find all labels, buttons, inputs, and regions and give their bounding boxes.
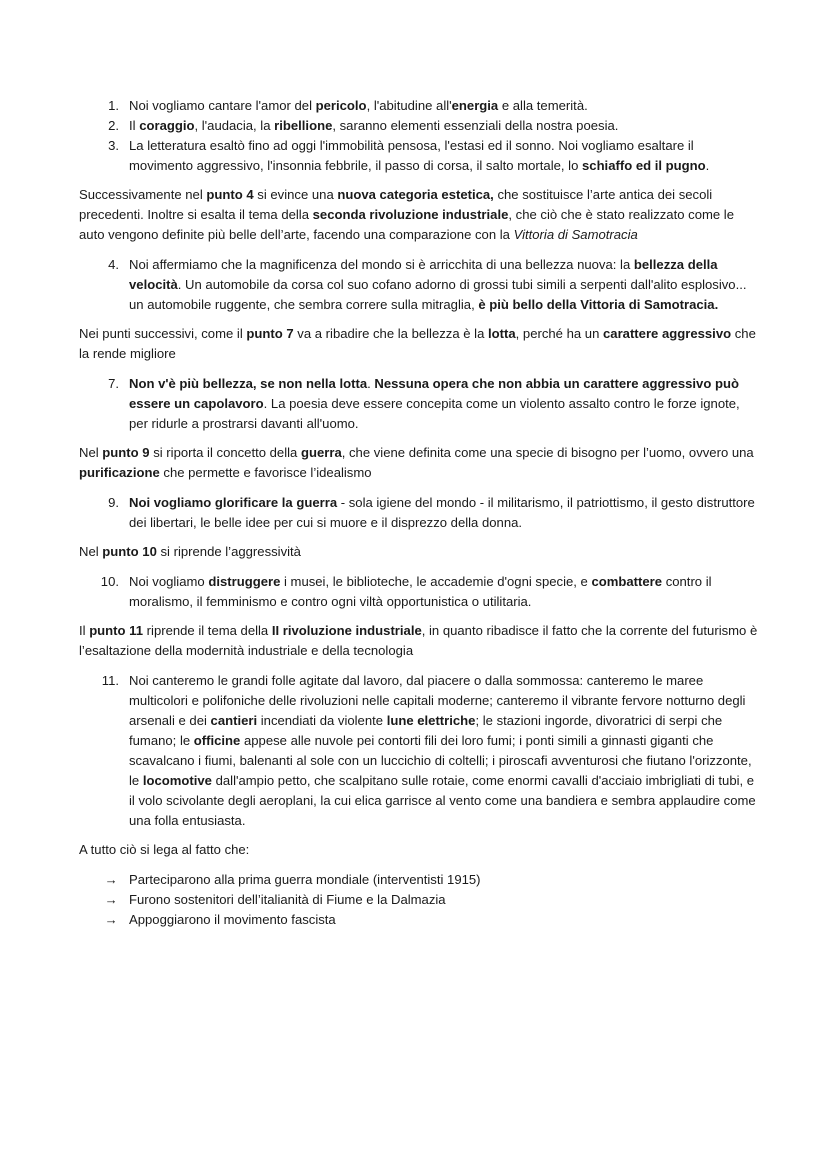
list-item-4 [79,255,758,315]
bold-text: combattere [591,574,663,589]
paragraph-punto-7 [79,324,758,364]
paragraph-punto-9 [79,443,758,483]
text-run: si riporta il concetto della [149,445,301,460]
text-run: incendiati da violente [257,713,387,728]
text-run: si riprende l’aggressività [156,544,301,559]
item-number: 4. [108,257,119,272]
arrow-item-text: Appoggiarono il movimento fascista [129,912,336,927]
text-run: si evince una [253,187,338,202]
paragraph-punto-10 [79,542,758,562]
list-item-11 [79,671,758,831]
bold-text: è più bello della Vittoria di Samotracia. [478,297,719,312]
item-text [129,257,747,312]
bold-text: ribellione [274,118,333,133]
text-run: Successivamente nel [79,187,207,202]
bold-text: seconda rivoluzione industriale [312,207,509,222]
text-run: che la rende migliore [79,326,756,361]
text-run: che permette e favorisce l’idealismo [159,465,372,480]
paragraph-conclusion: A tutto ciò si lega al fatto che: [79,842,250,857]
item-text [129,495,755,530]
text-run: Nel [79,445,103,460]
list-item [79,136,758,176]
item-text [129,376,740,431]
arrow-list-item [79,890,758,910]
list-item-7 [79,374,758,434]
text-run: La letteratura esaltò fino ad oggi l'immobilità pensosa, l'estasi ed il sonno. Noi vogliamo esaltare il movimento aggressivo, l'insonnia febbrile, il passo di corsa, il salto mortale, lo [129,138,694,173]
text-run: , perché ha un [515,326,603,341]
arrow-item-text: Parteciparono alla prima guerra mondiale (interventisti 1915) [129,872,481,887]
arrow-list-item [79,910,758,930]
item-text [129,673,756,828]
manifesto-list-1-3 [79,96,758,176]
text-run: . [367,376,375,391]
arrow-right-icon: → [104,872,118,887]
text-run: che sostituisce l’arte antica dei secoli precedenti. Inoltre si esalta il tema della [79,187,713,222]
bold-text: lotta [488,326,516,341]
arrow-list-item [79,870,758,890]
list-item-9 [79,493,758,533]
italic-text: Vittoria di Samotracia [513,227,638,242]
item-number: 10. [100,574,119,589]
text-run: Il [79,623,90,638]
bold-text: II rivoluzione industriale [271,623,422,638]
paragraph-punto-4 [79,185,758,245]
text-run: Il [129,118,140,133]
arrow-right-icon: → [104,912,118,927]
bold-text: locomotive [142,773,212,788]
paragraph-punto-11 [79,621,758,661]
text-run: Noi vogliamo cantare l'amor del [129,98,316,113]
text-run: i musei, le biblioteche, le accademie d'ogni specie, e [280,574,592,589]
bold-text: punto 4 [206,187,254,202]
text-run: , l'abitudine all' [366,98,452,113]
item-text [129,138,709,173]
list-item [79,116,758,136]
text-run: appese alle nuvole pei contorti fili dei loro fumi; i ponti simili a ginnasti giganti che scavalcano i fiumi, balenanti al sole con un luccichio di coltelli; i piroscafi avventurosi che fiutano l'orizzonte, le [129,733,752,788]
text-run: Nei punti successivi, come il [79,326,247,341]
text-run: Nel [79,544,103,559]
text-run: Noi affermiamo che la magnificenza del mondo si è arricchita di una bellezza nuova: la [129,257,634,272]
bold-text: punto 7 [246,326,294,341]
arrow-item-text: Furono sostenitori dell’italianità di Fiume e la Dalmazia [129,892,446,907]
text-run: ; le stazioni ingorde, divoratrici di serpi che fumano; le [129,713,723,748]
bold-text: lune elettriche [386,713,476,728]
bold-text: carattere aggressivo [603,326,732,341]
text-run: dall'ampio petto, che scalpitano sulle rotaie, come enormi cavalli d'acciaio imbrigliati di tubi, e il volo scivolante degli aeroplani, la cui elica garrisce al vento come una bandiera e sembra applaudire come una folla entusiasta. [129,773,756,828]
bold-text: pericolo [315,98,367,113]
text-run: e alla temerità. [498,98,588,113]
item-number: 3. [108,138,119,153]
bold-text: purificazione [79,465,160,480]
bold-text: distruggere [208,574,281,589]
item-number: 7. [108,376,119,391]
text-run: , saranno elementi essenziali della nostra poesia. [332,118,619,133]
bold-text: schiaffo ed il pugno [582,158,706,173]
text-run: , che ciò che è stato realizzato come le auto vengono definite più belle dell’arte, facendo una comparazione con la [79,207,734,242]
text-run: , l'audacia, la [194,118,275,133]
list-item-10 [79,572,758,612]
bold-text: coraggio [139,118,195,133]
item-text [129,574,712,609]
bold-text: guerra [300,445,342,460]
text-run: contro il moralismo, il femminismo e contro ogni viltà opportunistica o utilitaria. [129,574,712,609]
item-number: 1. [108,98,119,113]
text-run: va a ribadire che la bellezza è la [293,326,488,341]
arrow-right-icon: → [104,892,118,907]
bold-text: punto 11 [89,623,144,638]
text-run: riprende il tema della [143,623,272,638]
bold-text: Non v'è più bellezza, se non nella lotta [129,376,368,391]
item-number: 9. [108,495,119,510]
text-run: Noi canteremo le grandi folle agitate dal lavoro, dal piacere o dalla sommossa: canteremo le maree multicolori e polifoniche delle rivoluzioni nelle capitali moderne; canteremo il vibrante fervore notturno degli arsenali e dei [129,673,746,728]
text-run: . La poesia deve essere concepita come un violento assalto contro le forze ignote, per ridurle a prostrarsi davanti all'uomo. [129,396,740,431]
bold-text: punto 10 [102,544,157,559]
arrow-list [79,870,758,930]
item-text [129,98,588,113]
bold-text: cantieri [210,713,258,728]
bold-text: Nessuna opera che non abbia un carattere aggressivo può essere un capolavoro [129,376,739,411]
bold-text: bellezza della velocità [129,257,718,292]
bold-text: officine [193,733,241,748]
text-run: , in quanto ribadisce il fatto che la corrente del futurismo è l’esaltazione della modernità industriale e della tecnologia [79,623,758,658]
bold-text: energia [451,98,499,113]
text-run: Noi vogliamo [129,574,209,589]
text-run: , che viene definita come una specie di bisogno per l’uomo, ovvero una [341,445,754,460]
item-text [129,118,618,133]
text-run: . [705,158,710,173]
text-run: - sola igiene del mondo - il militarismo, il patriottismo, il gesto distruttore dei libertari, le belle idee per cui si muore e il disprezzo della donna. [129,495,755,530]
bold-text: Noi vogliamo glorificare la guerra [129,495,338,510]
bold-text: punto 9 [102,445,150,460]
item-number: 2. [108,118,119,133]
list-item [79,96,758,116]
item-number: 11. [101,673,119,688]
bold-text: nuova categoria estetica, [337,187,494,202]
text-run: . Un automobile da corsa col suo cofano adorno di grossi tubi simili a serpenti dall'alito esplosivo... un automobile ruggente, che sembra correre sulla mitraglia, [129,277,747,312]
